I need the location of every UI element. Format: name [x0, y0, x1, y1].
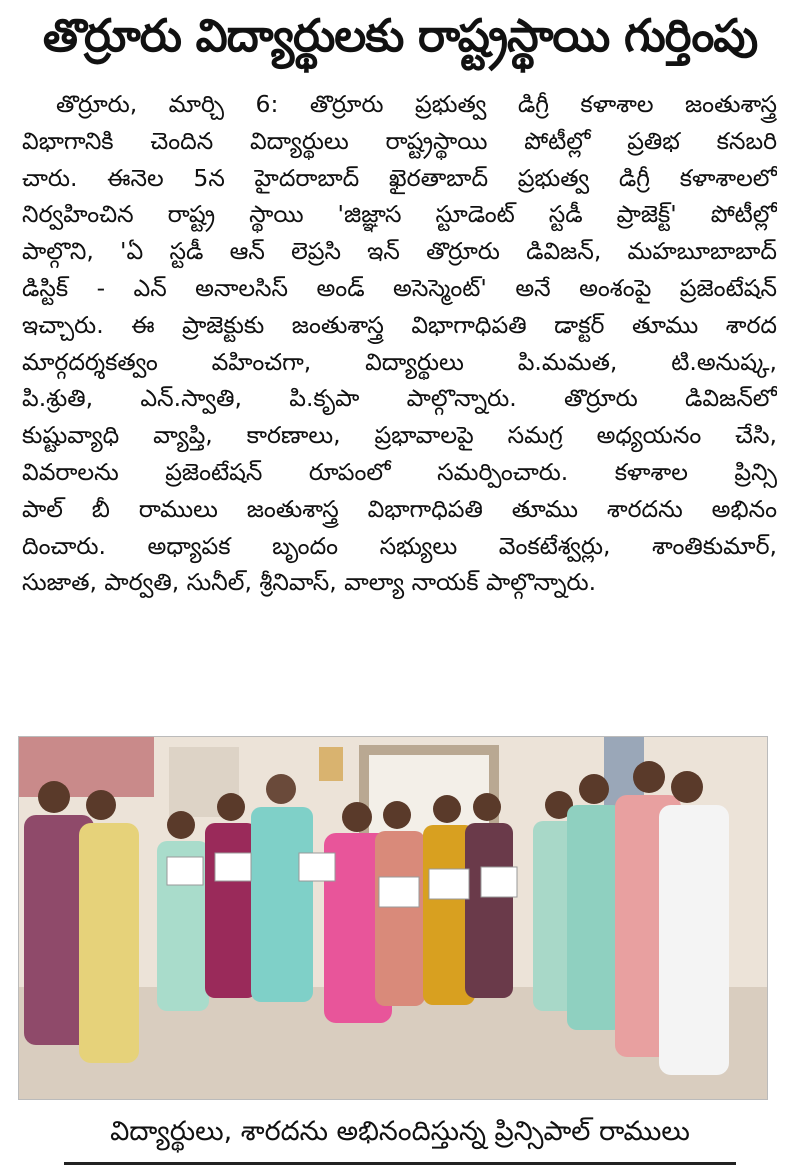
group-photo: [18, 736, 768, 1100]
article-line: విభాగానికి చెందిన విద్యార్థులు రాష్ట్రస్థాయి పోటీల్లో ప్రతిభ కనబరి: [22, 126, 777, 155]
photo-curtain: [19, 737, 154, 797]
article-line: కుష్టువ్యాధి వ్యాప్తి, కారణాలు, ప్రభావాలపై సమగ్ర అధ్యయనం చేసి,: [22, 421, 777, 450]
article-line: పాల్ బీ రాములు జంతుశాస్త్ర విభాగాధిపతి తూము శారదను అభినం: [22, 494, 777, 523]
article-line: పి.శ్రుతి, ఎన్.స్వాతి, పి.కృపా పాల్గొన్నారు. తొర్రూరు డివిజన్‌లో: [22, 384, 777, 413]
article-line: మార్గదర్శకత్వం వహించగా, విద్యార్థులు పి.మమత, టి.అనుష్క,: [22, 347, 777, 376]
photo-frame: [319, 747, 343, 781]
article-line: నిర్వహించిన రాష్ట్ర స్థాయి 'జిజ్ఞాస స్టూడెంట్ స్టడీ ప్రాజెక్ట్' పోటీల్లో: [22, 200, 777, 229]
article-line: డిస్టిక్ - ఎన్ అనాలసిస్ అండ్ అసెస్మెంట్' అనే అంశంపై ప్రజెంటేషన్: [22, 273, 777, 302]
article-line: దించారు. అధ్యాపక బృందం సభ్యులు వెంకటేశ్వర్లు, శాంతికుమార్,: [22, 531, 777, 560]
article-line: ఇచ్చారు. ఈ ప్రాజెక్టుకు జంతుశాస్త్ర విభాగాధిపతి డాక్టర్ తూము శారద: [22, 310, 777, 339]
article-line: చారు. ఈనెల 5న హైదరాబాద్ ఖైరతాబాద్ ప్రభుత్వ డిగ్రీ కళాశాలలో: [22, 163, 777, 192]
article-body: [22, 86, 777, 601]
article-line: పాల్గొని, 'ఏ స్టడీ ఆన్ లెప్రసి ఇన్ తొర్రూరు డివిజన్, మహబూబాబాద్: [22, 237, 777, 266]
photo-caption: విద్యార్థులు, శారదను అభినందిస్తున్న ప్రిన్సిపాల్ రాములు: [110, 1116, 690, 1147]
article-line: వివరాలను ప్రజెంటేషన్ రూపంలో సమర్పించారు. కళాశాల ప్రిన్సి: [22, 457, 777, 486]
caption-divider: [64, 1162, 736, 1165]
headline: తొర్రూరు విద్యార్థులకు రాష్ట్రస్థాయి గుర్తింపు: [42, 9, 758, 62]
article-line: తొర్రూరు, మార్చి 6: తొర్రూరు ప్రభుత్వ డిగ్రీ కళాశాల జంతుశాస్త్ర: [56, 90, 777, 118]
group-photo-illustration: [19, 737, 767, 1099]
article-line: సుజాత, పార్వతి, సునీల్, శ్రీనివాస్, వాల్యా నాయక్ పాల్గొన్నారు.: [22, 568, 597, 597]
